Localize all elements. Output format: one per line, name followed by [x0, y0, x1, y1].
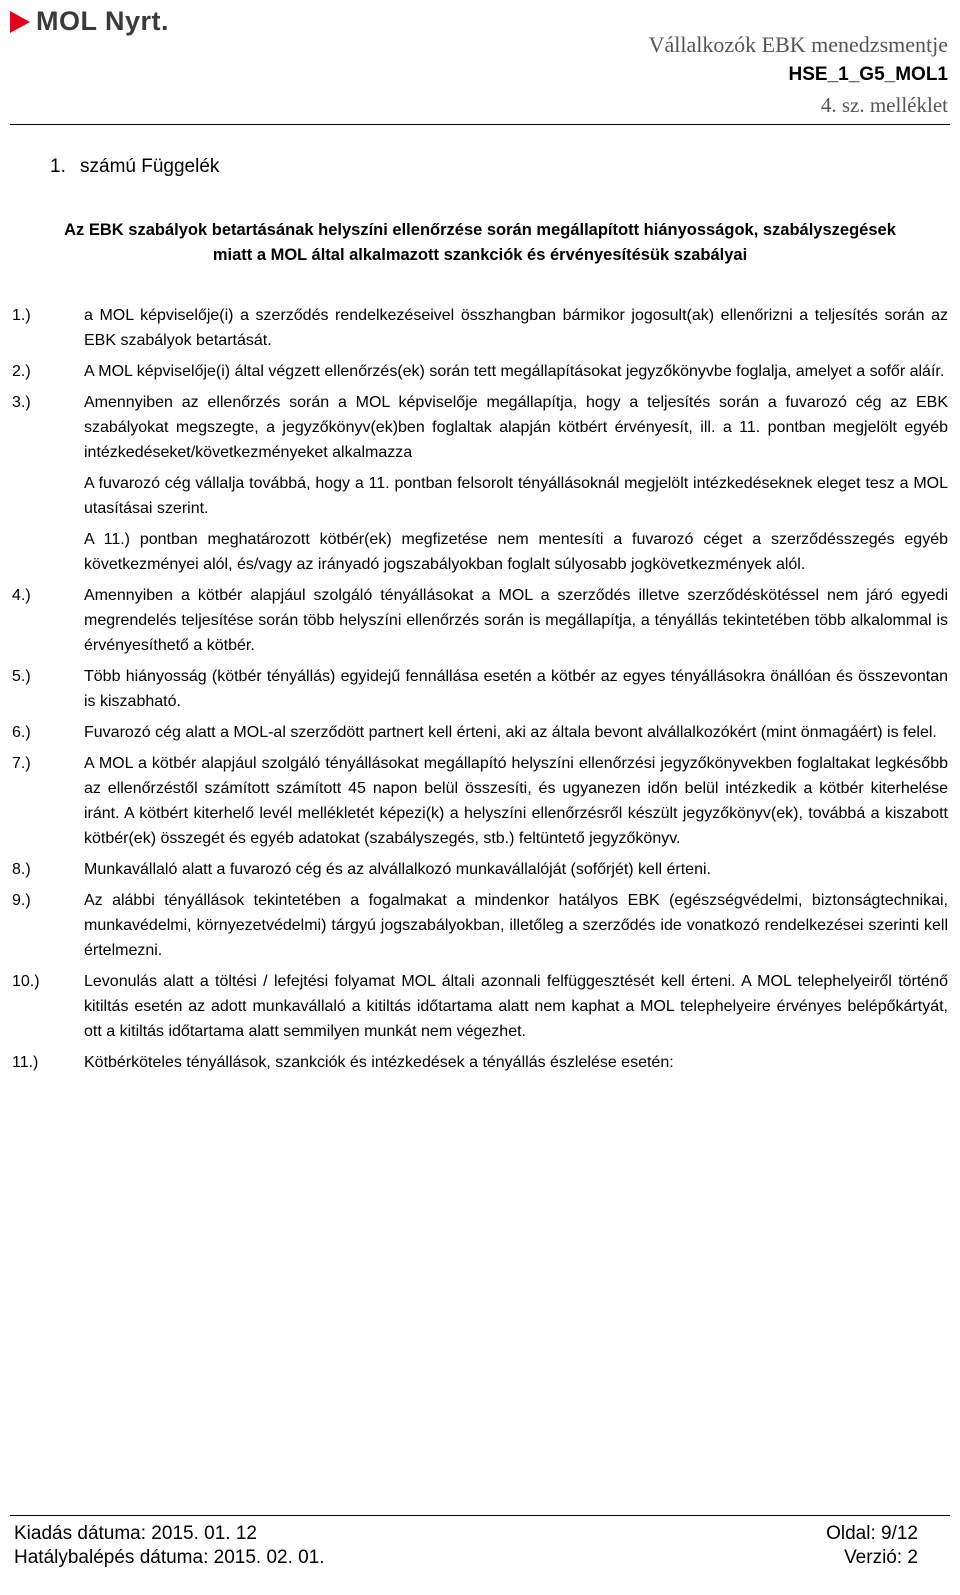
list-item — [12, 969, 948, 1044]
appendix-label: számú Függelék — [80, 156, 220, 177]
issue-date: Kiadás dátuma: 2015. 01. 12 — [14, 1523, 257, 1544]
list-item-number: 8.) — [12, 861, 31, 878]
effective-date: Hatálybalépés dátuma: 2015. 02. 01. — [14, 1547, 325, 1568]
footer-divider — [10, 1515, 950, 1516]
list-item-number: 4.) — [12, 587, 31, 604]
page-header — [0, 0, 960, 126]
list-item-paragraph: a MOL képviselője(i) a szerződés rendelkezéseivel összhangban bármikor jogosult(ak) ellenőrizni a teljesítés során az EBK szabályok betartását. — [84, 307, 948, 349]
list-item-body — [84, 888, 948, 963]
header-divider — [10, 124, 950, 125]
list-item-number: 1.) — [12, 307, 31, 324]
list-item — [12, 720, 948, 745]
list-item-paragraph: Munkavállaló alatt a fuvarozó cég és az alvállalkozó munkavállalóját (sofőrjét) kell érteni. — [84, 861, 711, 878]
subtitle-line-1: Az EBK szabályok betartásának helyszíni ellenőrzése során megállapított hiányosságok, szabályszegések — [64, 221, 896, 239]
list-item-number: 6.) — [12, 724, 31, 741]
list-item-number: 2.) — [12, 363, 31, 380]
list-item-number: 9.) — [12, 892, 31, 909]
list-item-body — [84, 583, 948, 658]
list-item-body — [84, 751, 948, 851]
list-item-body — [84, 720, 948, 745]
list-item-paragraph: A 11.) pontban meghatározott kötbér(ek) megfizetése nem mentesíti a fuvarozó céget a szerződésszegés egyéb következményei alól, és/vagy az irányadó jogszabályokban foglalt súlyosabb jogkövetkezmények alól. — [84, 531, 948, 573]
list-item-paragraph: Kötbérköteles tényállások, szankciók és intézkedések a tényállás észlelése esetén: — [84, 1054, 674, 1071]
list-item-number: 7.) — [12, 755, 31, 772]
list-item-paragraph: Amennyiben az ellenőrzés során a MOL képviselője megállapítja, hogy a teljesítés során a fuvarozó cég az EBK szabályokat megszegte, a jegyzőkönyv(ek)ben foglaltak alapján kötbért érvényesít, ill. a 11. pontban megjelölt egyéb intézkedéseket/következményeket alkalmazza — [84, 394, 948, 461]
list-item-paragraph: Több hiányosság (kötbér tényállás) egyidejű fennállása esetén a kötbér az egyes tényállásokra önállóan és összevontan is kiszabható. — [84, 668, 948, 710]
list-item-number: 10.) — [12, 973, 40, 990]
list-item — [12, 664, 948, 714]
subtitle-line-2: miatt a MOL által alkalmazott szankciók és érvényesítésük szabályai — [212, 246, 748, 264]
list-item — [12, 583, 948, 658]
list-item — [12, 359, 948, 384]
annex-label: 4. sz. melléklet — [820, 93, 948, 117]
list-item-paragraph: Levonulás alatt a töltési / lefejtési folyamat MOL általi azonnali felfüggesztését kell érteni. A MOL telephelyeiről történő kitiltás esetén az adott munkavállaló a kitiltás időtartama alatt nem kaphat a MOL telephelyeire érvényes belépőkártyát, ott a kitiltás időtartama alatt semmilyen munkát nem végezhet. — [84, 973, 948, 1040]
list-item — [12, 857, 948, 882]
list-item-number: 5.) — [12, 668, 31, 685]
mol-logo — [10, 6, 169, 37]
list-item-paragraph: Az alábbi tényállások tekintetében a fogalmakat a mindenkor hatályos EBK (egészségvédelmi, biztonságtechnikai, munkavédelmi, környezetvédelmi) tárgyú jogszabályokban, illetőleg a szerződés ide vonatkozó rendelkezései szerinti kell értelmezni. — [84, 892, 948, 959]
list-item — [12, 751, 948, 851]
list-item-number: 3.) — [12, 394, 31, 411]
list-item — [12, 390, 948, 577]
version: Verzió: 2 — [844, 1547, 918, 1568]
list-item-body — [84, 1050, 948, 1075]
document-code: HSE_1_G5_MOL1 — [788, 64, 948, 85]
list-item-paragraph: A MOL a kötbér alapjául szolgáló tényállásokat megállapító helyszíni ellenőrzési jegyzőkönyvekben foglaltakat legkésőbb az ellenőrzéstől számított számított 45 napon belül összesíti, és ugyanezen időn belül intézkedik a kötbér kiterhelése iránt. A kötbért kiterhelő levél mellékletét képezi(k) a helyszíni ellenőrzésről készült jegyzőkönyv(ek), továbbá a kiszabott kötbér(ek) összegét és egyéb adatokat (szabályszegés, stb.) feltüntető jegyzőkönyv. — [84, 755, 948, 847]
document-info — [649, 30, 948, 120]
list-item-paragraph: A fuvarozó cég vállalja továbbá, hogy a 11. pontban felsorolt tényállásoknál megjelölt intézkedéseknek eleget tesz a MOL utasításai szerint. — [84, 475, 948, 517]
page-footer — [14, 1522, 918, 1570]
list-item-body — [84, 857, 948, 882]
list-item — [12, 888, 948, 963]
document-title: Vállalkozók EBK menedzsmentje — [648, 32, 948, 57]
appendix-heading — [50, 156, 219, 178]
list-item-paragraph: A MOL képviselője(i) által végzett ellenőrzés(ek) során tett megállapításokat jegyzőkönyvbe foglalja, amelyet a sofőr aláír. — [84, 363, 945, 380]
list-item — [12, 1050, 948, 1075]
page-number: Oldal: 9/12 — [826, 1523, 918, 1544]
appendix-number: 1. — [50, 156, 66, 177]
list-item-body — [84, 969, 948, 1044]
list-item — [12, 303, 948, 353]
list-item-body — [84, 664, 948, 714]
list-item-paragraph: Amennyiben a kötbér alapjául szolgáló tényállásokat a MOL a szerződés illetve szerződéskötéssel nem járó egyedi megrendelés teljesítése során több helyszíni ellenőrzés során is megállapítja, a tényállás tekintetében több alkalommal is érvényesíthető a kötbér. — [84, 587, 948, 654]
list-item-body — [84, 303, 948, 353]
list-item-body — [84, 390, 948, 577]
section-subtitle — [20, 218, 940, 268]
logo-text: MOL Nyrt. — [36, 6, 170, 36]
list-item-number: 11.) — [12, 1054, 39, 1071]
list-item-paragraph: Fuvarozó cég alatt a MOL-al szerződött partnert kell érteni, aki az általa bevont alvállalkozókért (mint önmagáért) is felel. — [84, 724, 937, 741]
list-item-body — [84, 359, 948, 384]
numbered-rules-list — [12, 303, 948, 1081]
mol-arrow-icon — [10, 11, 30, 33]
